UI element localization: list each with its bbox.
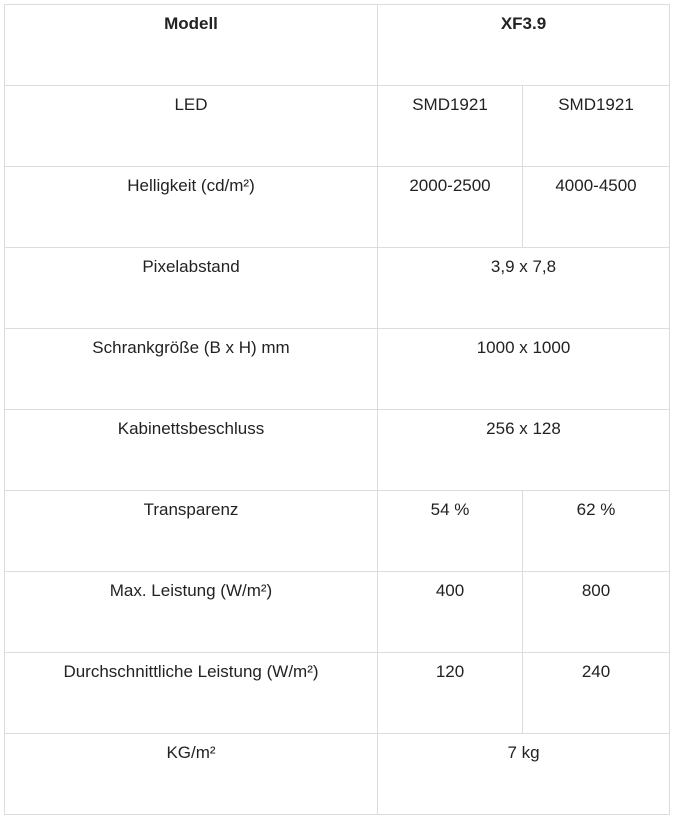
- row-label: Transparenz: [143, 500, 239, 519]
- row-value-cell: [378, 572, 523, 653]
- header-value: XF3.9: [500, 14, 547, 33]
- row-label-cell: [5, 572, 378, 653]
- row-value: SMD1921: [412, 95, 488, 114]
- row-value-cell: [378, 653, 523, 734]
- row-label: Max. Leistung (W/m²): [109, 581, 273, 600]
- table-header-row: [5, 5, 670, 86]
- header-label-cell: [5, 5, 378, 86]
- row-value-cell: [523, 653, 670, 734]
- row-value: 54 %: [430, 500, 470, 519]
- table-row: [5, 734, 670, 815]
- row-value-cell: [378, 734, 670, 815]
- row-label: Helligkeit (cd/m²): [127, 176, 255, 195]
- table-row: [5, 491, 670, 572]
- table-row: [5, 167, 670, 248]
- row-value: 62 %: [576, 500, 616, 519]
- row-label: KG/m²: [166, 743, 216, 762]
- row-label-cell: [5, 248, 378, 329]
- row-label: LED: [174, 95, 208, 114]
- table-row: [5, 572, 670, 653]
- row-label: Durchschnittliche Leistung (W/m²): [63, 662, 319, 681]
- row-value-cell: [378, 248, 670, 329]
- row-value: 400: [435, 581, 465, 600]
- row-value-cell: [523, 167, 670, 248]
- row-value: 3,9 x 7,8: [490, 257, 557, 276]
- row-label: Kabinettsbeschluss: [117, 419, 265, 438]
- table-row: [5, 248, 670, 329]
- row-label-cell: [5, 491, 378, 572]
- row-value-cell: [378, 329, 670, 410]
- header-label: Modell: [164, 14, 218, 33]
- row-label: Pixelabstand: [142, 257, 240, 276]
- table-row: [5, 653, 670, 734]
- row-value-cell: [378, 86, 523, 167]
- row-value: 2000-2500: [409, 176, 491, 195]
- row-value-cell: [378, 167, 523, 248]
- table-row: [5, 329, 670, 410]
- row-value-cell: [523, 491, 670, 572]
- table-row: [5, 410, 670, 491]
- row-label: Schrankgröße (B x H) mm: [92, 338, 290, 357]
- row-label-cell: [5, 167, 378, 248]
- row-value: 240: [581, 662, 611, 681]
- row-value: 800: [581, 581, 611, 600]
- spec-table: [4, 4, 670, 815]
- row-value-cell: [523, 86, 670, 167]
- row-label-cell: [5, 410, 378, 491]
- row-label-cell: [5, 653, 378, 734]
- row-value: 1000 x 1000: [476, 338, 571, 357]
- row-value: 4000-4500: [555, 176, 637, 195]
- row-value-cell: [378, 410, 670, 491]
- row-value: 7 kg: [507, 743, 540, 762]
- row-value: 256 x 128: [486, 419, 561, 438]
- header-value-cell: [378, 5, 670, 86]
- row-value: 120: [435, 662, 465, 681]
- row-label-cell: [5, 329, 378, 410]
- row-label-cell: [5, 734, 378, 815]
- row-label-cell: [5, 86, 378, 167]
- row-value: SMD1921: [558, 95, 634, 114]
- row-value-cell: [378, 491, 523, 572]
- row-value-cell: [523, 572, 670, 653]
- table-row: [5, 86, 670, 167]
